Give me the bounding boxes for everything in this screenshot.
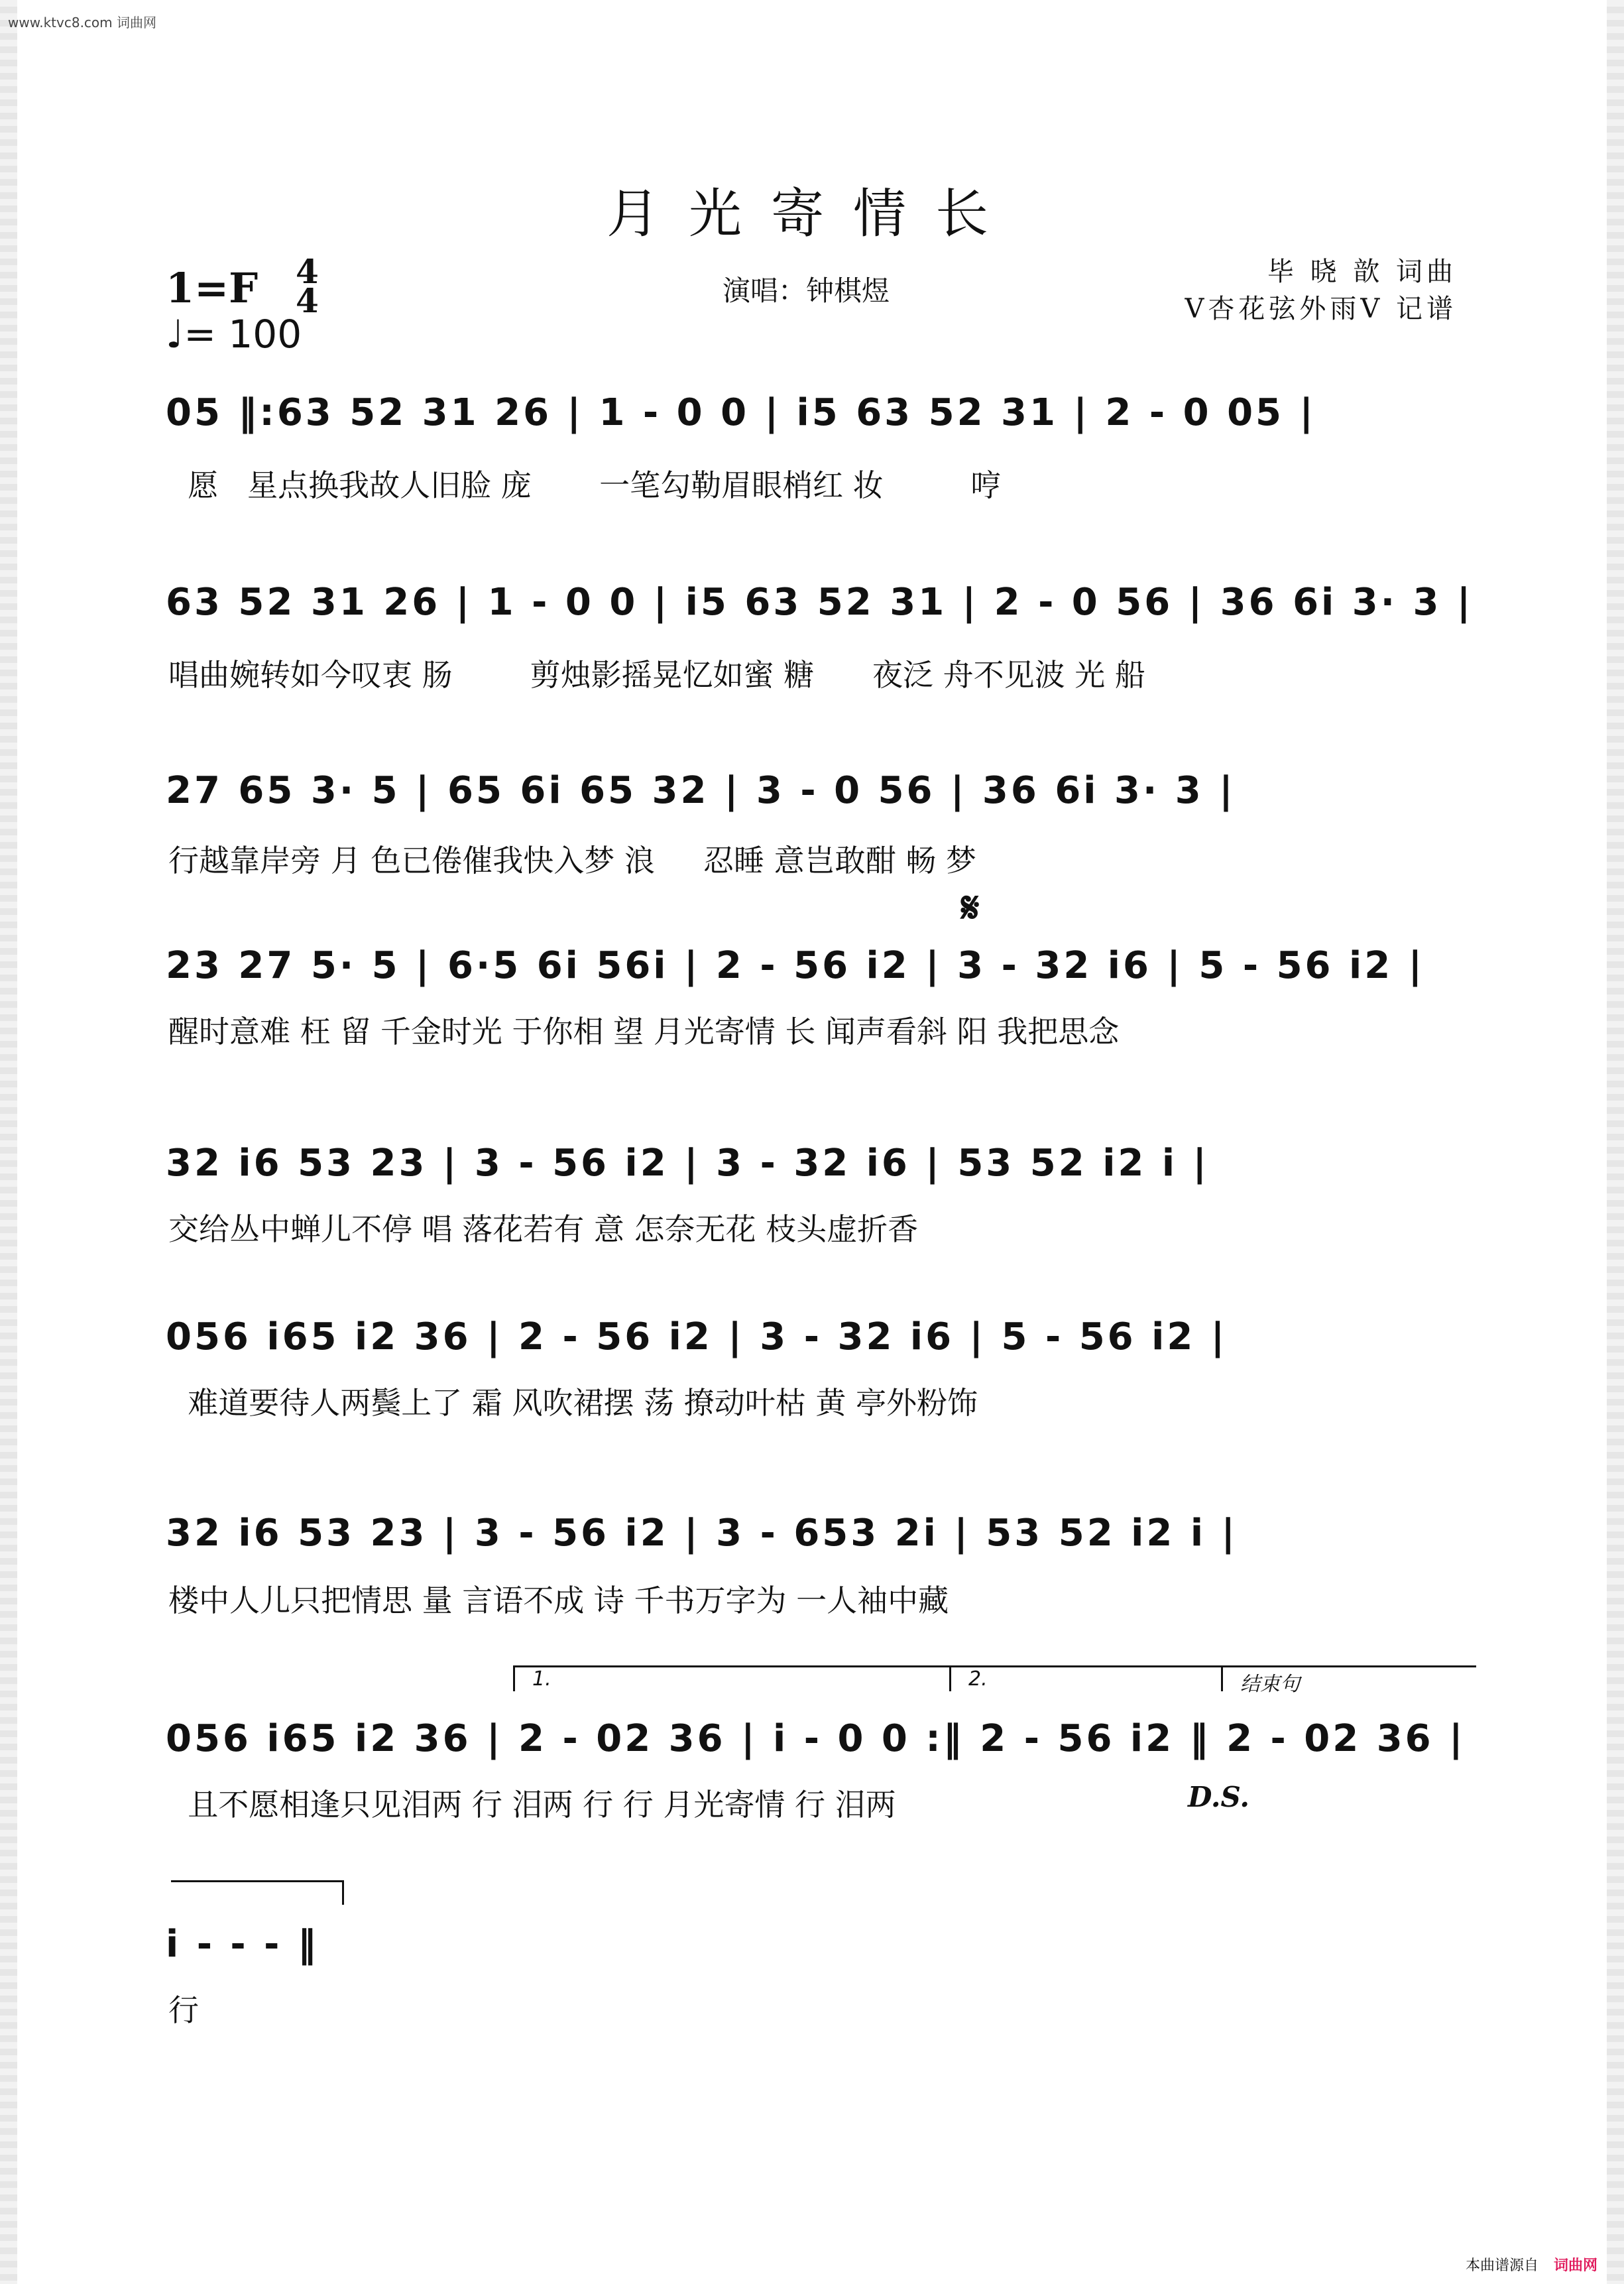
footer-brand-link[interactable]: 词曲网 [1553, 2257, 1597, 2274]
lyrics-line-8: 且不愿相逢只见泪两 行 泪两 行 行 月光寄情 行 泪两 [168, 1787, 896, 1823]
time-sig-bottom: 4 [296, 281, 319, 320]
lyrics-line-9: 行 [168, 1992, 199, 2028]
time-signature [296, 252, 319, 320]
lyrics-line-6: 难道要待人两鬓上了 霜 风吹裙摆 荡 撩动叶枯 黄 亭外粉饰 [168, 1385, 978, 1421]
notation-line-1: 05 ‖:63 52 31 26 | 1 - 0 0 | i5 63 52 31 | 2 - 0 05 | [166, 391, 1316, 434]
notation-line-8: 056 i65 i2 36 | 2 - 02 36 | i - 0 0 :‖ 2 - 56 i2 ‖ 2 - 02 36 | [166, 1717, 1466, 1760]
dal-segno-mark: D.S. [1188, 1781, 1250, 1813]
notation-line-5: 32 i6 53 23 | 3 - 56 i2 | 3 - 32 i6 | 53 52 i2 i | [166, 1142, 1209, 1185]
transcriber-credit: V杏花弦外雨V 记谱 [1185, 294, 1457, 324]
lyrics-line-3: 行越靠岸旁 月 色已倦催我快入梦 浪 忍睡 意岂敢酣 畅 梦 [168, 843, 976, 878]
notation-line-9: i - - - ‖ [166, 1923, 319, 1966]
notation-line-7: 32 i6 53 23 | 3 - 56 i2 | 3 - 653 2i | 53 52 i2 i | [166, 1512, 1238, 1555]
segno-sign: 𝄋 [961, 883, 980, 933]
lyrics-line-1: 愿 星点换我故人旧脸 庞 一笔勾勒眉眼梢红 妆 哼 [168, 467, 1002, 503]
volta-2: 2. [949, 1665, 1231, 1691]
footer [1466, 2254, 1597, 2275]
final-bracket [171, 1880, 344, 1905]
notation-line-6: 056 i65 i2 36 | 2 - 56 i2 | 3 - 32 i6 | 5 - 56 i2 | [166, 1315, 1228, 1358]
time-sig-top: 4 [296, 252, 319, 291]
notation-line-3: 27 65 3· 5 | 65 6i 65 32 | 3 - 0 56 | 36 6i 3· 3 | [166, 769, 1236, 812]
left-border-strip [0, 0, 17, 2284]
volta-1: 1. [513, 1665, 963, 1691]
lyrics-line-5: 交给丛中蝉儿不停 唱 落花若有 意 怎奈无花 枝头虚折香 [168, 1211, 919, 1247]
key-signature: 1=F [166, 264, 259, 312]
singer: 演唱：钟棋煜 [723, 274, 890, 307]
credits [1185, 253, 1458, 328]
ending-label: 结束句 [1221, 1665, 1476, 1691]
song-title: 月光寄情长 [607, 183, 1017, 245]
site-url[interactable]: www.ktvc8.com 词曲网 [8, 15, 157, 30]
lyrics-line-7: 楼中人儿只把情思 量 言语不成 诗 千书万字为 一人袖中藏 [168, 1583, 949, 1618]
tempo-marking: ♩= 100 [166, 312, 302, 357]
notation-line-2: 63 52 31 26 | 1 - 0 0 | i5 63 52 31 | 2 - 0 56 | 36 6i 3· 3 | [166, 581, 1474, 624]
lyrics-line-2: 唱曲婉转如今叹衷 肠 剪烛影摇晃忆如蜜 糖 夜泛 舟不见波 光 船 [168, 657, 1145, 693]
lyrics-line-4: 醒时意难 枉 留 千金时光 于你相 望 月光寄情 长 闻声看斜 阳 我把思念 [168, 1014, 1120, 1050]
composer-credit: 毕 晓 歆 词曲 [1267, 257, 1457, 287]
right-border-strip [1607, 0, 1624, 2284]
footer-source: 本曲谱源自 [1465, 2257, 1538, 2274]
notation-line-4: 23 27 5· 5 | 6·5 6i 56i | 2 - 56 i2 | 3 - 32 i6 | 5 - 56 i2 | [166, 944, 1425, 987]
